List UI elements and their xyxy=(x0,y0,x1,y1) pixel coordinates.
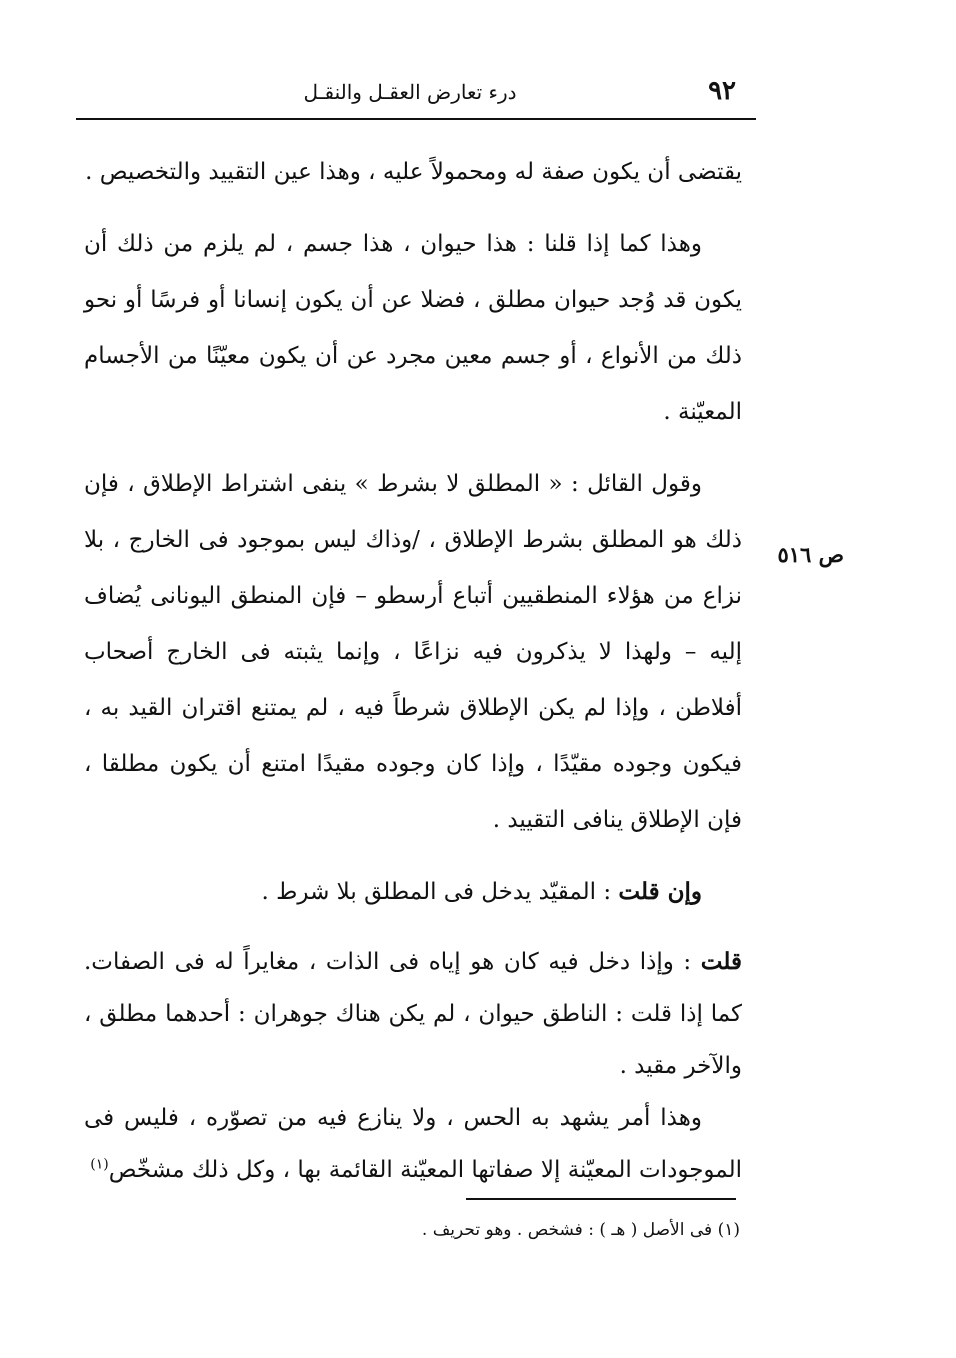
body-text xyxy=(84,144,742,1196)
page-number: ٩٢ xyxy=(708,76,736,106)
page-header xyxy=(76,72,740,112)
paragraph-1: يقتضى أن يكون صفة له ومحمولاً عليه ، وهذا عين التقييد والتخصيص . xyxy=(85,159,742,185)
reply-paragraph xyxy=(84,936,742,1092)
objection-paragraph xyxy=(84,864,742,920)
reply-text: : وإذا دخل فيه كان هو إياه فى الذات ، مغايراً له فى الصفات. كما إذا قلت : الناطق حيوان ، لم يكن هناك جوهران : أحدهما مطلق ، والآخر مقيد . xyxy=(84,949,742,1079)
running-title: درء تعارض العقـل والنقـل xyxy=(303,80,517,104)
margin-page-reference: ص ٥١٦ xyxy=(777,542,844,567)
header-rule xyxy=(76,118,756,120)
final-paragraph-text: وهذا أمر يشهد به الحس ، ولا ينازع فيه من تصوّره ، فليس فى الموجودات المعيّنة إلا صفاتها المعيّنة القائمة بها ، وكل ذلك مشخّص xyxy=(84,1105,742,1183)
footnote-reference[interactable]: (١) xyxy=(90,1156,109,1173)
reply-lead: قلت xyxy=(700,948,742,975)
objection-text: : المقيّد يدخل فى المطلق بلا شرط . xyxy=(261,879,619,905)
paragraph-2: وهذا كما إذا قلنا : هذا حيوان ، هذا جسم ، لم يلزم من ذلك أن يكون قد وُجد حيوان مطلق ، فضلا عن أن يكون إنسانا أو فرسًا أو نحو ذلك من الأنواع ، أو جسم معين مجرد عن أن يكون معيّنًا من الأجسام المعيّنة . xyxy=(84,231,742,425)
footnote-rule xyxy=(466,1198,736,1200)
final-paragraph xyxy=(84,1092,742,1196)
paragraph-3: وقول القائل : « المطلق لا بشرط » ينفى اشتراط الإطلاق ، فإن ذلك هو المطلق بشرط الإطلاق ، /وذاك ليس بموجود فى الخارج ، بلا نزاع من هؤلاء المنطقيين أتباع أرسطو – فإن المنطق اليونانى يُضاف إليه – ولهذا لا يذكرون فيه نزاعًا ، وإنما يثبته فى الخارج أصحاب أفلاطن ، وإذا لم يكن الإطلاق شرطاً فيه ، لم يمتنع اقتران القيد به ، فيكون وجوده مقيّدًا ، وإذا كان وجوده مقيدًا امتنع أن يكون مطلقا ، فإن الإطلاق ينافى التقييد . xyxy=(84,471,742,833)
footnote: (١) فى الأصل ( هـ ) : فشخص . وهو تحريف . xyxy=(421,1220,740,1240)
objection-lead: وإن قلت xyxy=(618,878,702,905)
